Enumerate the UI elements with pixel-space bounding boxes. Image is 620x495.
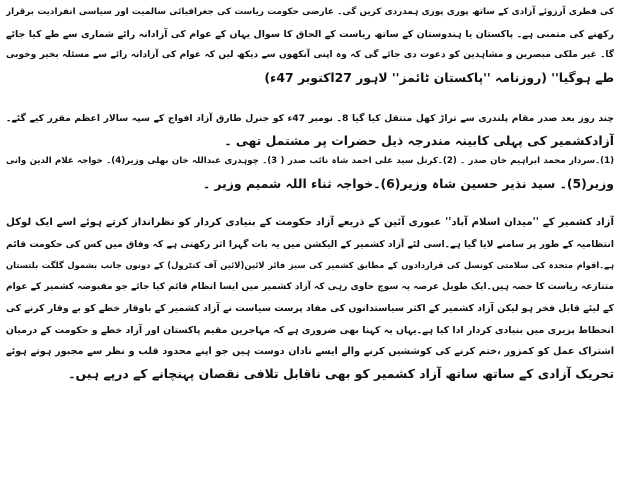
text-line: وزیر(5)۔ سید نذیر حسین شاہ وزیر(6)۔خواجہ ثناء اللہ شمیم وزیر ۔ bbox=[202, 175, 614, 191]
text-line: رکھنے کی متمنی ہے۔ پاکستان یا ہندوستان کے ساتھ ریاست کے الحاق کا سوال یہاں کے عوام کی آزادانہ رائے شماری سے طے کیا جائے bbox=[6, 28, 614, 40]
text-line: گا۔ غیر ملکی مبصرین و مشاہدین کو دعوت دی جائے گی کہ وہ اپنی آنکھوں سے دیکھ لیں کہ عوام کی آزادانہ رائے سے مسئلہ بخیر وخوبی bbox=[6, 50, 614, 60]
text-line: ہے۔اقوام متحدہ کی سلامتی کونسل کی قراردادوں کے مطابق کشمیر کی سیز فائر لائین(لائین آف کنٹرول) کے دونوں جانب بشمول گلگت بلتستان bbox=[6, 260, 614, 270]
text-line: اشتراک عمل کو کمزور ،ختم کرنے کی کوششیں کرنے والے ایسے نادان دوست ہیں جو اپنے محدود قلب و نظر سے مجبور ہوتے ہوئے bbox=[6, 346, 614, 357]
text-line: آزاد کشمیر کے ''میدان اسلام آباد'' عبوری آئین کے ذریعے آزاد حکومت کے بنیادی کردار کو نظرانداز کرتے ہوئے اسے ایک لوکل bbox=[6, 217, 614, 228]
paragraph-first-cabinet bbox=[6, 108, 614, 194]
text-line: چند روز بعد صدر مقام پلندری سے تراڑ کھل منتقل کیا گیا 8۔ نومبر 47ء کو جنرل طارق آزاد افواج کے سپہ سالار اعظم مقرر کیے گئے۔ bbox=[6, 113, 614, 124]
text-line: تحریک آزادی کے ساتھ ساتھ آزاد کشمیر کو بھی ناقابل تلافی نقصان پہنچانے کے درپے ہیں۔ bbox=[68, 365, 614, 381]
text-line: متنازعہ ریاست کا حصہ ہیں۔ایک طویل عرصہ یہ سوچ حاوی رہی کہ آزاد کشمیر میں ایسا انظام قائم کیا جائے جو مقبوضہ کشمیر کے عوام bbox=[6, 281, 614, 292]
text-line: انتظامیہ کے طور پر سامنے لایا گیا ہے۔اسی لئے آزاد کشمیر کے الیکشن میں یہ بات گہرا اثر رکھتی ہے کہ وفاق میں کس کی حکومت قائم bbox=[6, 238, 614, 250]
text-line: کی فطری آرزوئے آزادی کے ساتھ پوری پوری ہمدردی کریں گی۔ عارضی حکومت ریاست کی جغرافیائی سالمیت اور سیاسی انفرادیت برقرار bbox=[6, 7, 614, 17]
text-line: آزادکشمیر کی پہلی کابینہ مندرجہ ذیل حضرات پر مشتمل تھی ۔ bbox=[224, 132, 614, 148]
text-line: (1)۔سردار محمد ابراہیم خان صدر ۔ (2)۔کرنل سید علی احمد شاہ نائب صدر ( 3)۔ چوہدری عبداللہ خان بھلی وزیر(4)۔ خواجہ غلام الدین وانی bbox=[6, 156, 614, 166]
paragraph-provisional-government bbox=[6, 2, 614, 88]
paragraph-interim-constitution bbox=[6, 212, 614, 384]
text-line: طے ہوگیا'' (روزنامہ ''پاکستان ٹائمز'' لاہور 27اکتوبر 47ء) bbox=[264, 69, 614, 85]
text-line: کے لیئے قابل فخر ہو لیکن آزاد کشمیر کے اکثر سیاستدانوں کی مفاد پرست سیاست نے آزاد کشمیر کے باوقار خطے کو بے وقار کرنے کی bbox=[6, 303, 614, 314]
article-body bbox=[6, 0, 614, 384]
text-line: انحطاط پزیری میں بنیادی کردار ادا کیا ہے۔یہاں یہ کہنا بھی ضروری ہے کہ مہاجرین مقیم پاکستان اور آزاد خطے و حکومت کے درمیان bbox=[6, 324, 614, 336]
